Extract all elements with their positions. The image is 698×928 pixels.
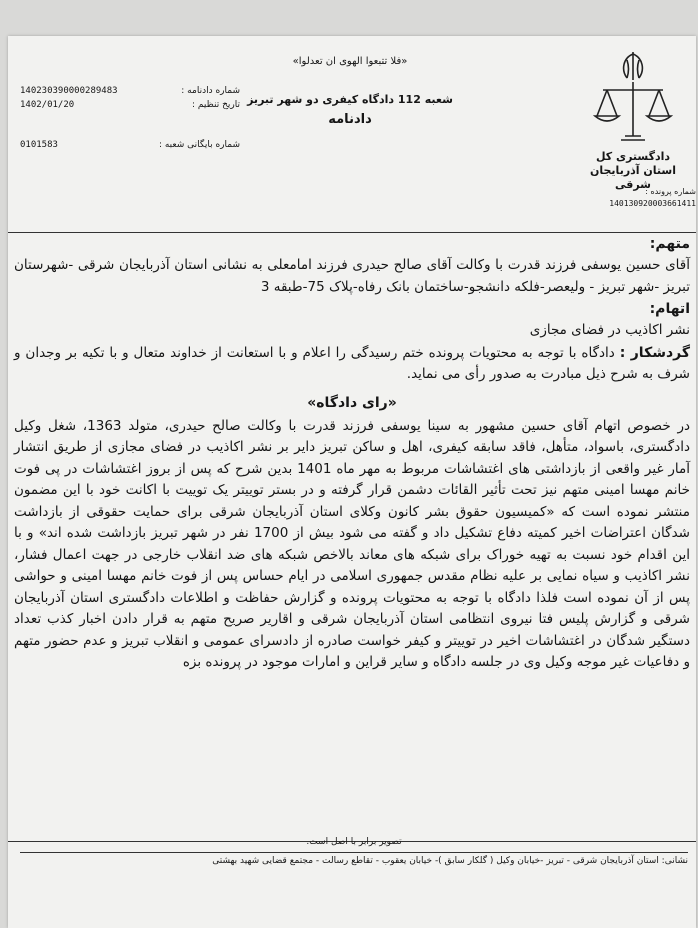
case-value: 140130920003661411 <box>609 199 696 208</box>
body-content <box>14 233 690 674</box>
charge-label: اتهام: <box>649 301 690 317</box>
org-line-1: دادگستری کل استان آذربایجان <box>589 150 676 177</box>
document-header <box>20 44 696 208</box>
meta-docnum-row <box>20 84 240 98</box>
process-paragraph <box>14 342 690 386</box>
meta-gap <box>20 112 240 138</box>
docnum-value: 140230390000289483 <box>20 86 118 96</box>
archive-value: 0101583 <box>20 140 58 150</box>
date-value: 1402/01/20 <box>20 100 75 110</box>
org-line-2: شرقی <box>615 178 651 191</box>
document-meta <box>20 84 240 152</box>
ruling-title: «رای دادگاه» <box>307 394 397 411</box>
process-text: دادگاه با توجه به محتویات پرونده ختم رسیدگی را اعلام و با استعانت از خداوند متعال و با تکیه بر وجدان و شرف به شرح ذیل مبادرت به صدور رأی می نماید. <box>14 344 690 382</box>
process-label: گردشکار : <box>619 344 691 361</box>
meta-date-row <box>20 98 240 112</box>
case-label: شماره پرونده : <box>645 187 696 196</box>
archive-label: شماره بایگانی شعبه : <box>158 140 240 150</box>
document-footer <box>20 836 688 868</box>
copy-note: تصویر برابر با اصل است. <box>306 837 402 847</box>
document-type: دادنامه <box>328 112 372 127</box>
case-number-block <box>536 186 696 210</box>
docnum-label: شماره دادنامه : <box>181 86 240 96</box>
footer-address: نشانی: استان آذربایجان شرقی - تبریز -خیابان وکیل ( گلکار سابق )- خیابان یعقوب - تقاطع رسالت - مجتمع قضایی شهید بهشتی <box>20 852 688 868</box>
court-name: شعبه 112 دادگاه کیفری دو شهر تبریز <box>247 93 453 106</box>
judiciary-emblem <box>578 48 688 198</box>
scales-of-justice-icon <box>593 48 673 148</box>
meta-archive-row <box>20 138 240 152</box>
date-label: تاریخ تنظیم : <box>192 100 240 110</box>
accused-label: متهم: <box>649 236 690 252</box>
document-body <box>8 232 696 842</box>
charge-text: نشر اکاذیب در فضای مجازی <box>529 322 690 338</box>
document-sheet <box>8 36 696 928</box>
ruling-text: در خصوص اتهام آقای حسین مشهور به سینا یوسفی فرزند قدرت با وکالت صالح حیدری، متولد 1363، شغل وکیل دادگستری، باسواد، متأهل، فاقد سابقه کیفری، اهل و ساکن تبریز دایر بر نشر اکاذیب در فضای مجازی از طریق انتشار آمار غیر واقعی از بازداشتی های اغتشاشات مربوط به مهر ماه 1401 بدین شرح که پس از بروز اغتشاشات در پی فوت خانم مهسا امینی متهم نیز تحت تأثیر القائات دشمن قرار گرفته و در بستر توییتر یک توییت با اکانت خود با این مضمون منتشر نموده است که «کمیسیون حقوق بشر کانون وکلای استان آذربایجان شرقی برای حمایت حقوقی از بازداشت شدگان اعتراضات اخیر کمیته دفاع تشکیل داد و گفته می شود بیش از 1700 نفر در شهر تبریز بازداشت شده اند» و با این اقدام خود نسبت به تهیه خوراک برای شبکه های معاند بالاخص شبکه های ضد انقلاب خارجی در جهت اعمال فشار، نشر اکاذیب و سیاه نمایی بر علیه نظام مقدس جمهوری اسلامی در ایام حساس پس از فوت خانم مهسا امینی و حواشی پس از آن نموده است فلذا دادگاه با توجه به محتویات پرونده و گزارش حفاظت و اطلاعات دادگستری استان آذربایجان شرقی و گزارش پلیس فتا نیروی انتظامی استان آذربایجان شرقی و اقاریر صریح متهم به قرار دادن اخبار کذب تعداد دستگیر شدگان در اغتشاشات اخیر در توییتر و کیفر خواست صادره از دادسرای عمومی و انقلاب تبریز و عدم حضور متهم و دفاعیات غیر موجه وکیل وی در جلسه دادگاه و سایر قراین و امارات موجود در پرونده بزه <box>14 417 691 670</box>
accused-text: آقای حسین یوسفی فرزند قدرت با وکالت آقای صالح حیدری فرزند امامعلی به نشانی استان آذربایجان شرقی -شهرستان تبریز -شهر تبریز - ولیعصر-فلکه دانشجو-ساختمان بانک رفاه-پلاک 75-طبقه 3 <box>14 257 690 295</box>
header-center <box>200 56 500 127</box>
header-verse: «فلا تتبعوا الهوى ان تعدلوا» <box>292 56 408 67</box>
